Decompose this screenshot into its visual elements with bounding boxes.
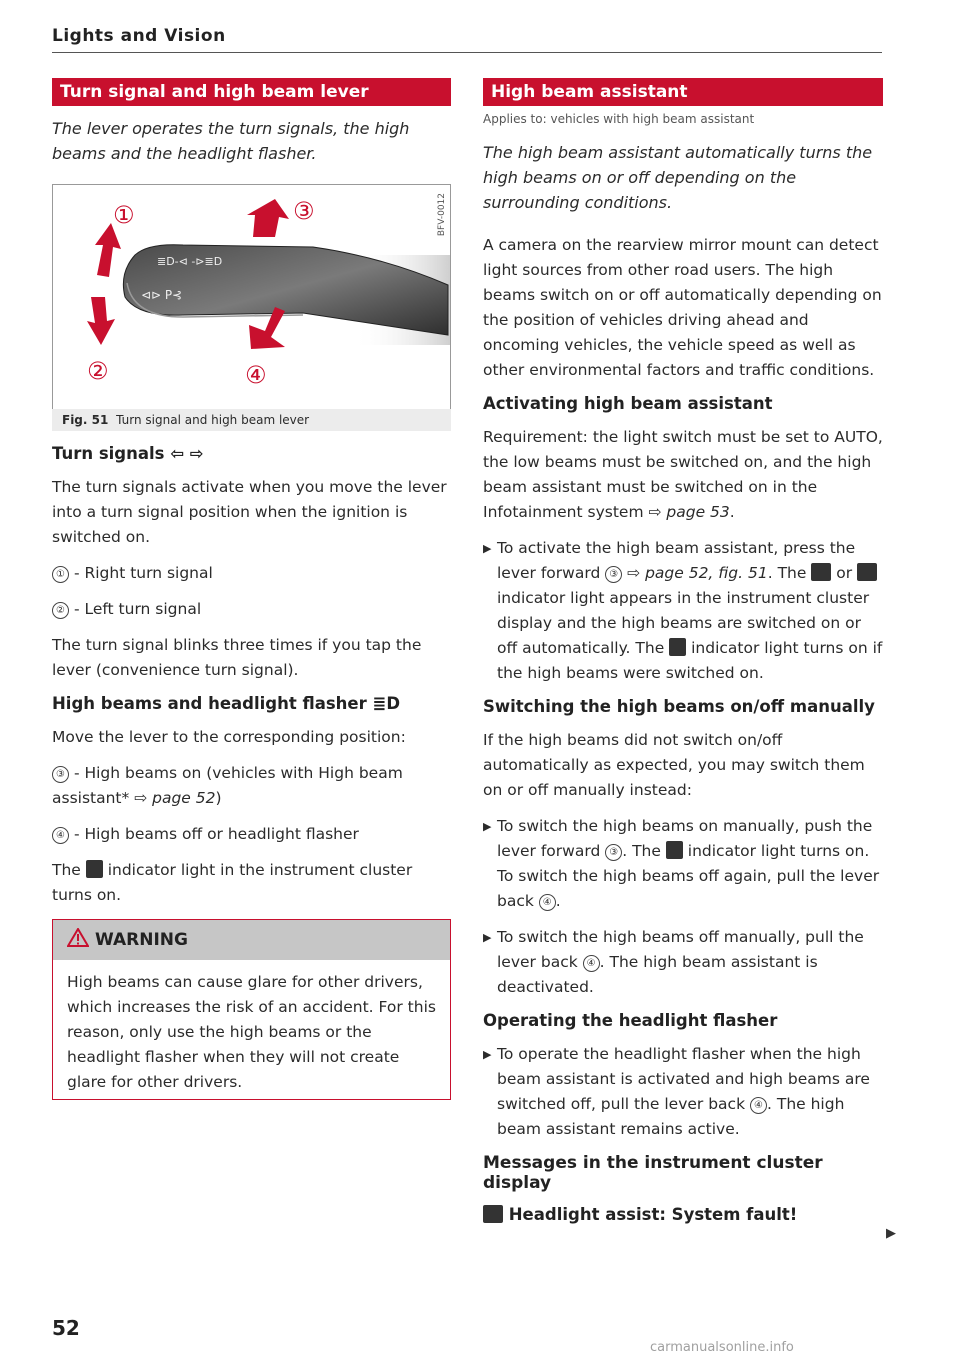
warning-box <box>52 919 451 1100</box>
lever-illustration <box>53 185 450 409</box>
item-text: - High beams on (vehicles with High beam assistant* <box>52 764 403 807</box>
warning-body: High beams can cause glare for other drivers, which increases the risk of an accident. For this reason, only use the high beams or the headlight flasher when they will not create glare for other drivers. <box>67 973 436 1091</box>
bullet-triangle-icon: ▶ <box>483 820 492 833</box>
turn-signals-text: The turn signals activate when you move the lever into a turn signal position when the ignition is switched on. <box>52 478 447 546</box>
high-beam-icon: ≣D <box>372 694 401 713</box>
convenience-text: The turn signal blinks three times if you tap the lever (convenience turn signal). <box>52 636 422 679</box>
item-text: - Right turn signal <box>73 564 213 582</box>
number-4-icon: ④ <box>52 827 69 844</box>
page-reference[interactable]: ⇨ page 52, fig. 51 <box>627 564 768 582</box>
heading-high-beams <box>52 694 451 713</box>
left-column <box>52 78 451 1100</box>
text-part: indicator light turns on if the high beams were switched on. <box>497 639 883 682</box>
header-rule <box>52 52 882 53</box>
lever-symbols-top: ≣D‑⊲ ‑⊳≣D <box>157 255 223 268</box>
label-4: ④ <box>245 361 267 389</box>
text-part: . The high beam assistant remains active. <box>497 1095 845 1138</box>
text-part: To switch the high beams on manually, push the lever forward <box>497 817 873 860</box>
text-part: To switch the high beams off manually, pull the lever back <box>497 928 864 971</box>
figure-caption <box>52 409 451 431</box>
manual-text: If the high beams did not switch on/off automatically as expected, you may switch them on or off manually instead: <box>483 731 865 799</box>
label-1: ① <box>113 201 135 229</box>
text-part: To operate the headlight flasher when the high beam assistant is activated and high beams are switched off, pull the lever back <box>497 1045 870 1113</box>
number-4-icon: ④ <box>583 955 600 972</box>
indicator-text <box>52 858 451 908</box>
item-left-turn <box>52 597 451 622</box>
heading-messages: Messages in the instrument cluster display <box>483 1153 823 1193</box>
caption-number: Fig. 51 <box>62 413 109 427</box>
lever-symbols-bottom: ⊲⊳ P⊰ <box>141 288 183 302</box>
bullet-triangle-icon: ▶ <box>483 1048 492 1061</box>
bullet-flasher <box>483 1042 883 1142</box>
high-beam-auto-indicator-icon <box>857 563 877 581</box>
turn-signal-icon: ⇦ ⇨ <box>170 444 204 463</box>
number-4-icon: ④ <box>539 894 556 911</box>
figure-frame <box>52 184 451 410</box>
text-part: indicator light appears in the instrument cluster display and the high beams are switched on or off automatically. The <box>497 589 870 657</box>
bullet-manual-on: ▶ To switch the high beams on manually, push the lever forward ③ . The indicator light turns on. To switch the high beams off again, pull the lever back ④ . <box>483 814 883 914</box>
text-part: . The <box>767 564 807 582</box>
text-part: To activate the high beam assistant, press the lever forward <box>497 539 856 582</box>
heading-manual: Switching the high beams on/off manually <box>483 697 875 716</box>
text-part: . The <box>622 842 661 860</box>
text-part: indicator light turns on. To switch the high beams off again, pull the lever back <box>497 842 880 910</box>
section-title-assistant: High beam assistant <box>483 78 883 106</box>
text-part: indicator light in the instrument cluster turns on. <box>52 861 413 904</box>
right-column <box>483 78 883 1236</box>
caption-text: Turn signal and high beam lever <box>116 413 310 427</box>
warning-triangle-icon <box>67 928 89 947</box>
number-4-icon: ④ <box>750 1097 767 1114</box>
item-text: - Left turn signal <box>73 600 202 618</box>
high-beam-indicator-icon <box>669 638 686 656</box>
section-title-turn-signal: Turn signal and high beam lever <box>52 78 451 106</box>
bullet-triangle-icon: ▶ <box>483 542 492 555</box>
label-3: ③ <box>293 197 315 225</box>
arrow-forward-icon <box>247 199 289 237</box>
number-2-icon: ② <box>52 602 69 619</box>
figure-code: BFV-0012 <box>437 193 447 237</box>
assistant-intro: The high beam assistant automatically turns the high beams on or off depending on the surrounding conditions. <box>483 143 873 212</box>
running-header <box>52 26 882 46</box>
number-3-icon: ③ <box>52 766 69 783</box>
page-number: 52 <box>52 1316 80 1340</box>
heading-turn-signals <box>52 444 451 463</box>
requirement-text: Requirement: the light switch must be set to AUTO, the low beams must be switched on, and the high beam assistant must be switched on in the Infotainment system ⇨ page 53. <box>483 428 883 521</box>
watermark: carmanualsonline.info <box>650 1340 794 1355</box>
number-1-icon: ① <box>52 566 69 583</box>
text-part: Requirement: the light switch must be set to AUTO, the low beams must be switched on, and the high beam assistant must be switched on in the Infotainment system <box>483 428 883 521</box>
continue-arrow-icon: ▶ <box>886 1226 896 1241</box>
item-text: - High beams off or headlight flasher <box>73 825 359 843</box>
number-3-icon: ③ <box>605 844 622 861</box>
section-intro: The lever operates the turn signals, the high beams and the headlight flasher. <box>52 119 410 163</box>
text-part: or <box>836 564 853 582</box>
heading-text: Turn signals <box>52 444 165 463</box>
item-right-turn <box>52 561 451 586</box>
warning-header <box>53 920 450 960</box>
item-high-beams-off <box>52 822 451 847</box>
warning-title: WARNING <box>95 930 188 950</box>
high-beam-assist-indicator-icon <box>483 1205 503 1223</box>
label-2: ② <box>87 357 109 385</box>
heading-text: High beams and headlight flasher <box>52 694 367 713</box>
high-beams-text: Move the lever to the corresponding position: <box>52 728 406 746</box>
bullet-manual-off <box>483 925 883 1000</box>
bullet-activate <box>483 536 883 686</box>
message-text: Headlight assist: System fault! <box>508 1205 798 1224</box>
message-system-fault <box>483 1205 883 1224</box>
page-reference[interactable]: ⇨ page 53 <box>648 503 730 521</box>
text-part: The <box>52 861 81 879</box>
heading-activating: Activating high beam assistant <box>483 394 773 413</box>
arrow-up-icon <box>95 223 121 277</box>
page-reference[interactable]: ⇨ page 52 <box>134 789 216 807</box>
heading-flasher: Operating the headlight flasher <box>483 1011 778 1030</box>
arrow-down-icon <box>87 297 115 345</box>
chapter-title: Lights and Vision <box>52 26 226 46</box>
camera-text: A camera on the rearview mirror mount can detect light sources from other road users. The high beams switch on or off automatically depending on the position of vehicles driving ahead and oncoming vehicles, the vehicle speed as well as other environmental factors and traffic conditions. <box>483 236 882 379</box>
item-high-beams-on: ③ - High beams on (vehicles with High beam assistant* ⇨ page 52) <box>52 764 403 807</box>
bullet-triangle-icon: ▶ <box>483 931 492 944</box>
applies-to: Applies to: vehicles with high beam assistant <box>483 112 755 126</box>
figure-51 <box>52 184 451 430</box>
high-beam-assist-indicator-icon <box>811 563 831 581</box>
number-3-icon: ③ <box>605 566 622 583</box>
high-beam-indicator-icon <box>666 841 683 859</box>
high-beam-indicator-icon <box>86 860 103 878</box>
text-part: . The high beam assistant is deactivated. <box>497 953 818 996</box>
